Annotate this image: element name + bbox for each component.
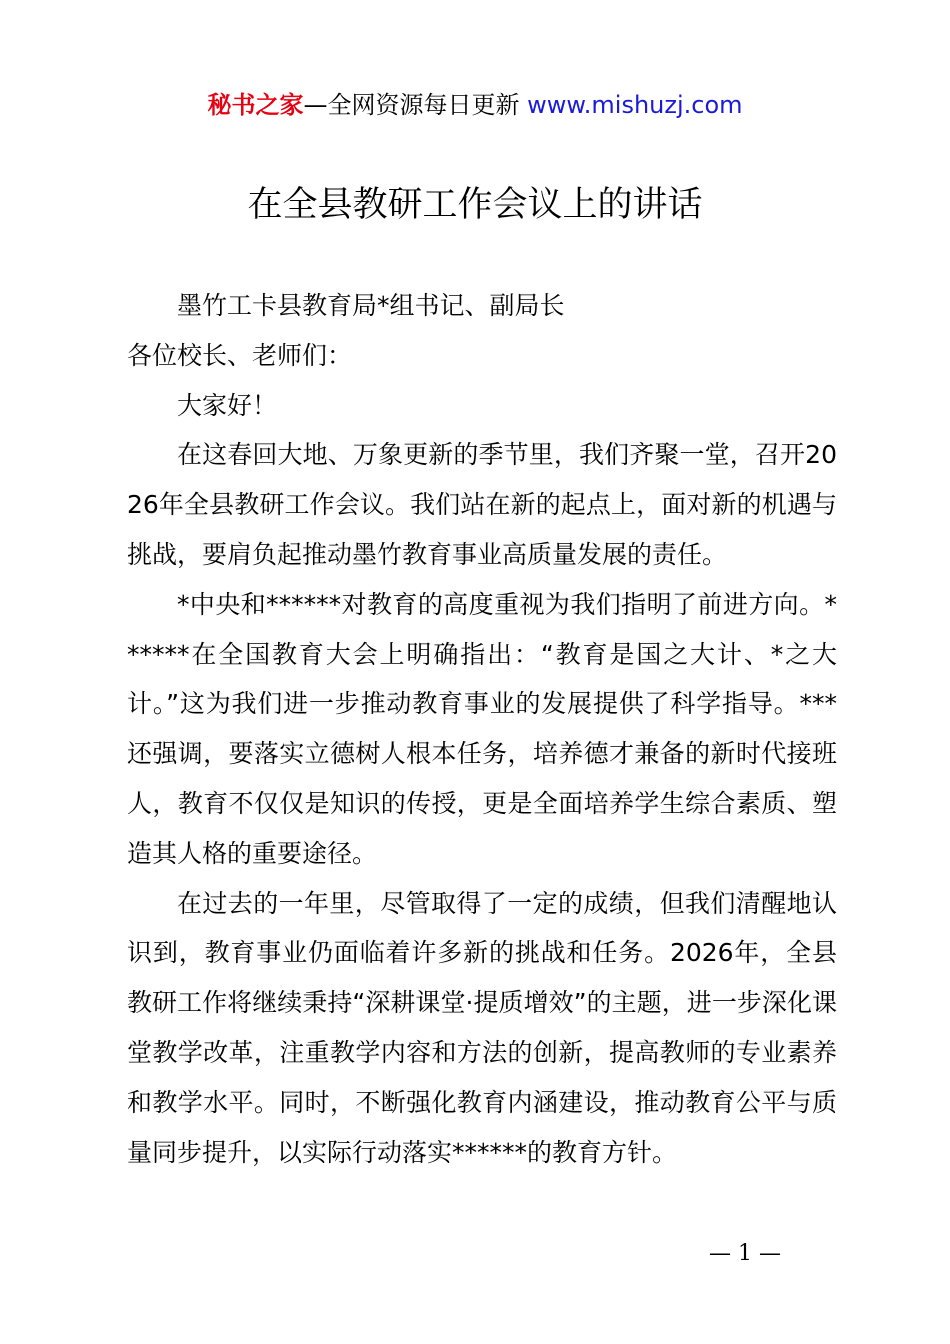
salutation: 各位校长、老师们：	[127, 340, 353, 370]
site-header	[0, 88, 950, 122]
site-tagline: —全网资源每日更新	[303, 91, 520, 119]
document-title: 在全县教研工作会议上的讲话	[247, 185, 703, 225]
greeting: 大家好！	[177, 390, 278, 420]
site-url-link[interactable]: www.mishuzj.com	[527, 91, 743, 119]
brand-name: 秘书之家	[207, 91, 304, 119]
document-body	[127, 281, 837, 1177]
body-paragraph: 在这春回大地、万象更新的季节里，我们齐聚一堂，召开2026年全县教研工作会议。我们站在新的起点上，面对新的机遇与挑战，要肩负起推动墨竹教育事业高质量发展的责任。	[127, 440, 837, 569]
author-line: 墨竹工卡县教育局*组书记、副局长	[177, 291, 565, 320]
body-paragraph: 在过去的一年里，尽管取得了一定的成绩，但我们清醒地认识到，教育事业仍面临着许多新的挑战和任务。2026年，全县教研工作将继续秉持“深耕课堂·提质增效”的主题，进一步深化课堂教学改革，注重教学内容和方法的创新，提高教师的专业素养和教学水平。同时，不断强化教育内涵建设，推动教育公平与质量同步提升，以实际行动落实******的教育方针。	[127, 888, 837, 1167]
page-number: — 1 —	[709, 1241, 781, 1266]
body-paragraph: *中央和******对教育的高度重视为我们指明了前进方向。******在全国教育大会上明确指出：“教育是国之大计、*之大计。”这为我们进一步推动教育事业的发展提供了科学指导。***还强调，要落实立德树人根本任务，培养德才兼备的新时代接班人，教育不仅仅是知识的传授，更是全面培养学生综合素质、塑造其人格的重要途径。	[127, 589, 837, 868]
